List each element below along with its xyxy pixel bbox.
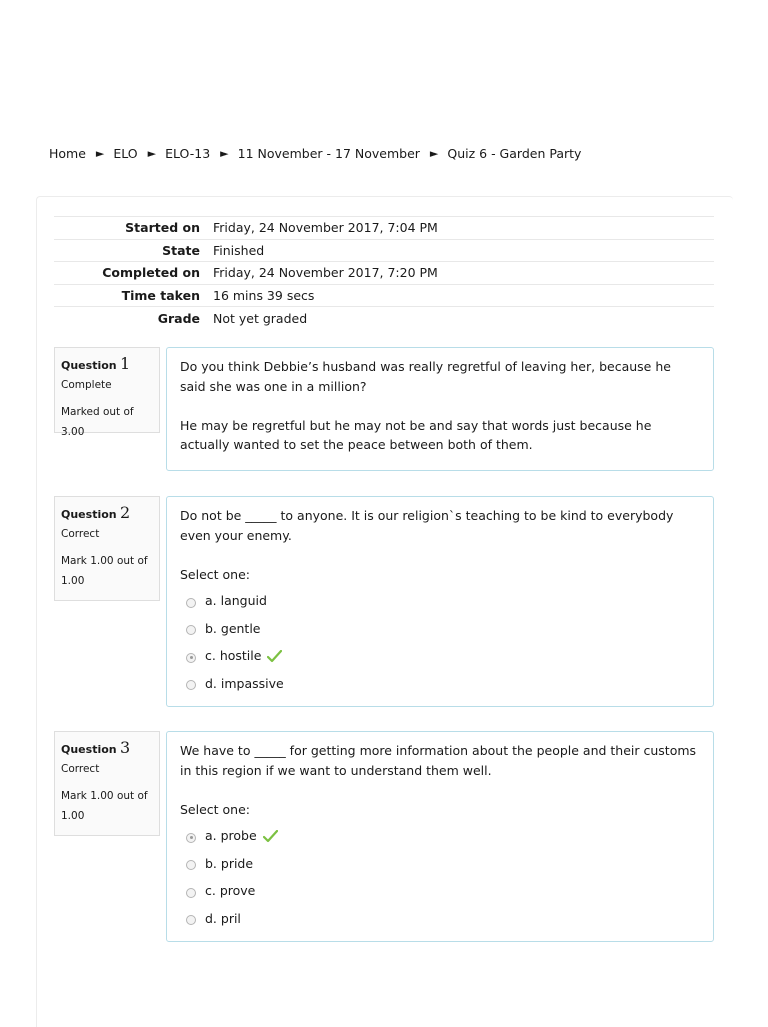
triangle-right-icon: ► [95, 147, 105, 160]
question-2-content [166, 496, 714, 707]
question-3-info [54, 731, 160, 836]
question-title: Question 2 [61, 503, 131, 522]
question-grade: Marked out of 3.00 [61, 406, 134, 438]
radio-button[interactable] [186, 680, 196, 690]
answer-options [180, 822, 700, 932]
summary-value: 16 mins 39 secs [213, 288, 315, 304]
answer-option-b[interactable] [180, 615, 700, 643]
option-label: a. languid [205, 593, 267, 608]
option-label: d. impassive [205, 675, 284, 691]
question-text: Do you think Debbie’s husband was really regretful of leaving her, because he said she was one in a million? [180, 359, 671, 394]
triangle-right-icon: ► [220, 147, 229, 160]
summary-row-state [54, 239, 714, 262]
essay-response: He may be regretful but he may not be and say that words just because he actually wanted to set the peace between both of them. [180, 417, 652, 452]
radio-button[interactable] [186, 598, 196, 608]
answer-option-a[interactable] [180, 587, 700, 615]
answer-option-a[interactable] [180, 822, 700, 850]
breadcrumb-home[interactable]: Home [49, 146, 86, 161]
option-label: c. prove [205, 883, 256, 898]
breadcrumb [49, 146, 581, 161]
option-label: a. probe [205, 828, 257, 843]
attempt-summary-table [54, 216, 714, 329]
breadcrumb-quiz[interactable]: Quiz 6 - Garden Party [447, 146, 582, 161]
question-title: Question 1 [61, 354, 131, 373]
triangle-right-icon: ► [147, 147, 157, 160]
select-one-prompt: Select one: [180, 801, 251, 817]
option-label: b. gentle [205, 620, 261, 636]
question-state: Complete [61, 379, 112, 391]
radio-button[interactable] [186, 915, 196, 925]
option-label: b. pride [205, 855, 254, 871]
answer-options [180, 587, 700, 697]
radio-button[interactable] [186, 860, 196, 870]
breadcrumb-course[interactable]: ELO [113, 146, 138, 161]
radio-button-selected[interactable] [186, 833, 196, 843]
breadcrumb-week[interactable]: 11 November - 17 November [237, 146, 420, 161]
question-grade: Mark 1.00 out of 1.00 [61, 555, 148, 587]
radio-button[interactable] [186, 625, 196, 635]
question-1-info [54, 347, 160, 438]
select-one-prompt: Select one: [180, 566, 251, 582]
question-number: 2 [119, 503, 131, 522]
summary-row-grade [54, 307, 714, 330]
summary-label: Time taken [121, 288, 200, 304]
summary-value: Not yet graded [213, 310, 308, 326]
question-number: 1 [119, 354, 131, 373]
check-icon [267, 650, 282, 663]
summary-label: Started on [125, 220, 200, 236]
question-2-info [54, 496, 160, 601]
breadcrumb-course-section[interactable]: ELO-13 [165, 146, 211, 161]
summary-label: State [162, 242, 200, 258]
summary-value: Friday, 24 November 2017, 7:04 PM [213, 220, 438, 236]
summary-value: Friday, 24 November 2017, 7:20 PM [213, 265, 438, 281]
summary-row-started [54, 217, 714, 240]
question-state: Correct [61, 763, 100, 775]
question-text: We have to _____ for getting more information about the people and their customs in this region if we want to understand them well. [180, 743, 697, 778]
question-state: Correct [61, 528, 100, 540]
answer-option-d[interactable] [180, 670, 700, 698]
triangle-right-icon: ► [429, 147, 439, 160]
answer-option-c[interactable] [180, 642, 700, 670]
radio-button-selected[interactable] [186, 653, 196, 663]
radio-button[interactable] [186, 888, 196, 898]
check-icon [263, 830, 278, 843]
option-label: c. hostile [205, 648, 262, 663]
option-label: d. pril [205, 910, 241, 926]
question-3-content [166, 731, 714, 942]
question-1-content [166, 347, 714, 471]
summary-row-time-taken [54, 284, 714, 307]
answer-option-c[interactable] [180, 877, 700, 905]
summary-label: Completed on [102, 265, 200, 281]
summary-label: Grade [157, 310, 200, 326]
question-title: Question 3 [61, 738, 131, 757]
question-grade: Mark 1.00 out of 1.00 [61, 790, 148, 822]
summary-row-completed [54, 262, 714, 285]
summary-value: Finished [213, 242, 265, 258]
answer-option-b[interactable] [180, 850, 700, 878]
answer-option-d[interactable] [180, 905, 700, 933]
question-text: Do not be _____ to anyone. It is our religion`s teaching to be kind to everybody even your enemy. [180, 508, 674, 543]
question-number: 3 [119, 738, 131, 757]
